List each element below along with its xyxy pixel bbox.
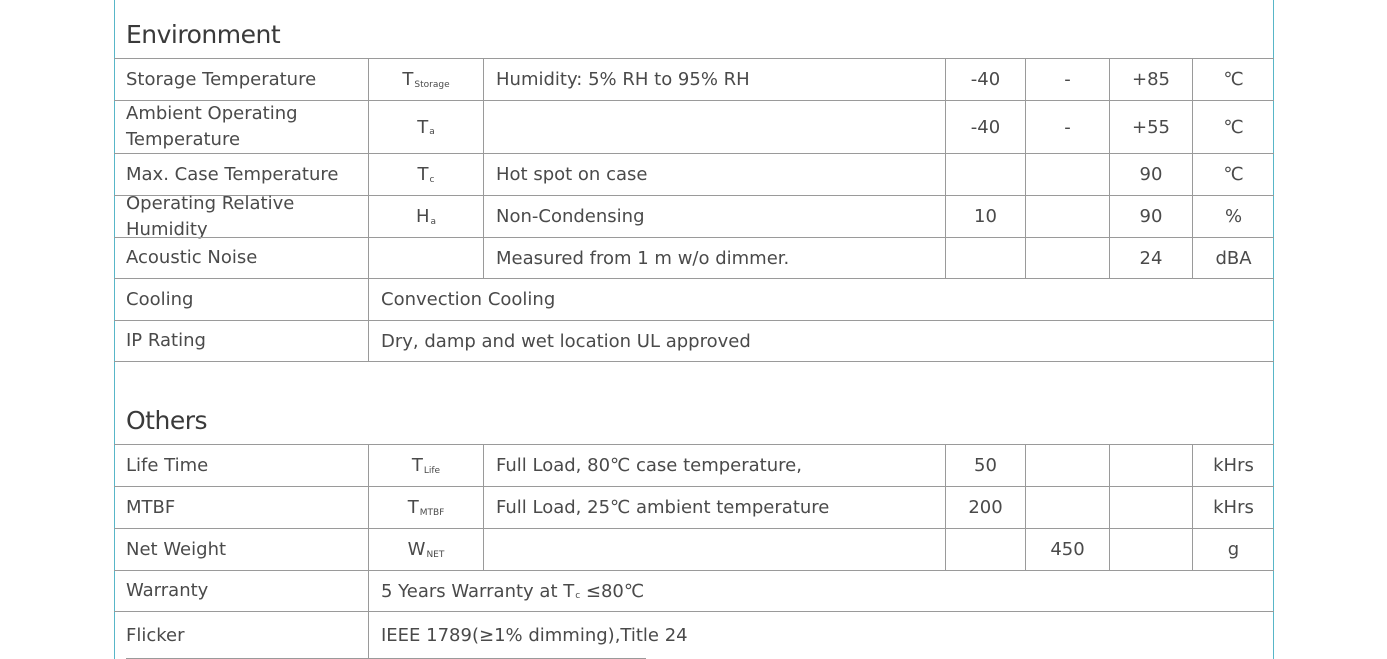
param-typ	[1025, 238, 1109, 278]
param-condition	[483, 101, 945, 153]
param-max: +55	[1109, 101, 1192, 153]
param-symbol: H a	[368, 196, 483, 237]
param-typ: 450	[1025, 529, 1109, 570]
param-unit: ℃	[1192, 154, 1274, 195]
param-value: Convection Cooling	[368, 279, 1274, 320]
param-unit: kHrs	[1192, 487, 1274, 528]
table-row	[114, 153, 1274, 195]
param-min: 10	[945, 196, 1025, 237]
param-symbol: W NET	[368, 529, 483, 570]
table-row	[114, 58, 1274, 100]
param-min: 50	[945, 445, 1025, 486]
param-symbol: T a	[368, 101, 483, 153]
param-condition: Full Load, 25℃ ambient temperature	[483, 487, 945, 528]
param-condition	[483, 529, 945, 570]
param-min	[945, 238, 1025, 278]
param-unit: ℃	[1192, 101, 1274, 153]
param-name: Acoustic Noise	[126, 247, 258, 268]
param-name: IP Rating	[126, 330, 206, 351]
param-unit: ℃	[1192, 59, 1274, 100]
table-row	[114, 570, 1274, 611]
param-name: Storage Temperature	[126, 68, 317, 90]
table-row	[114, 444, 1274, 486]
param-name: MTBF	[126, 496, 176, 518]
param-name: Net Weight	[126, 538, 227, 560]
param-symbol: T Storage	[368, 59, 483, 100]
param-unit: g	[1192, 529, 1274, 570]
param-value: 5 Years Warranty at T c ≤80℃	[368, 571, 1274, 611]
param-typ	[1025, 196, 1109, 237]
others-section-title: Others	[126, 406, 208, 435]
param-typ: -	[1025, 101, 1109, 153]
param-unit: dBA	[1192, 238, 1274, 278]
table-row	[114, 486, 1274, 528]
param-typ	[1025, 487, 1109, 528]
table-row	[114, 278, 1274, 320]
param-typ: -	[1025, 59, 1109, 100]
table-row	[114, 100, 1274, 153]
param-typ	[1025, 154, 1109, 195]
param-condition: Measured from 1 m w/o dimmer.	[483, 238, 945, 278]
table-row	[114, 192, 1274, 240]
param-min	[945, 154, 1025, 195]
param-name: Cooling	[126, 288, 194, 310]
table-row	[114, 611, 1274, 659]
param-name: Warranty	[126, 580, 209, 601]
param-condition: Full Load, 80℃ case temperature,	[483, 445, 945, 486]
param-name: Operating Relative Humidity	[126, 192, 295, 240]
param-max	[1109, 487, 1192, 528]
param-symbol: T c	[368, 154, 483, 195]
table-row	[114, 528, 1274, 570]
param-min: -40	[945, 101, 1025, 153]
param-name: Life Time	[126, 454, 209, 476]
param-max: 24	[1109, 238, 1192, 278]
param-max: 90	[1109, 196, 1192, 237]
param-name: Max. Case Temperature	[126, 163, 339, 185]
param-value: Dry, damp and wet location UL approved	[368, 321, 1274, 361]
param-min: -40	[945, 59, 1025, 100]
param-max: +85	[1109, 59, 1192, 100]
param-symbol: T MTBF	[368, 487, 483, 528]
param-min: 200	[945, 487, 1025, 528]
param-unit: kHrs	[1192, 445, 1274, 486]
table-row	[114, 237, 1274, 278]
param-condition: Humidity: 5% RH to 95% RH	[483, 59, 945, 100]
param-condition: Hot spot on case	[483, 154, 945, 195]
param-max	[1109, 445, 1192, 486]
param-name: Ambient Operating Temperature	[126, 103, 298, 150]
param-value: IEEE 1789(≥1% dimming),Title 24	[368, 612, 1274, 659]
param-symbol	[368, 238, 483, 278]
environment-section-title: Environment	[126, 20, 281, 49]
param-symbol: T Life	[368, 445, 483, 486]
param-min	[945, 529, 1025, 570]
param-max	[1109, 529, 1192, 570]
param-typ	[1025, 445, 1109, 486]
table-row	[114, 320, 1274, 362]
param-name: Flicker	[126, 624, 185, 646]
param-unit: %	[1192, 196, 1274, 237]
param-max: 90	[1109, 154, 1192, 195]
param-condition: Non-Condensing	[483, 196, 945, 237]
